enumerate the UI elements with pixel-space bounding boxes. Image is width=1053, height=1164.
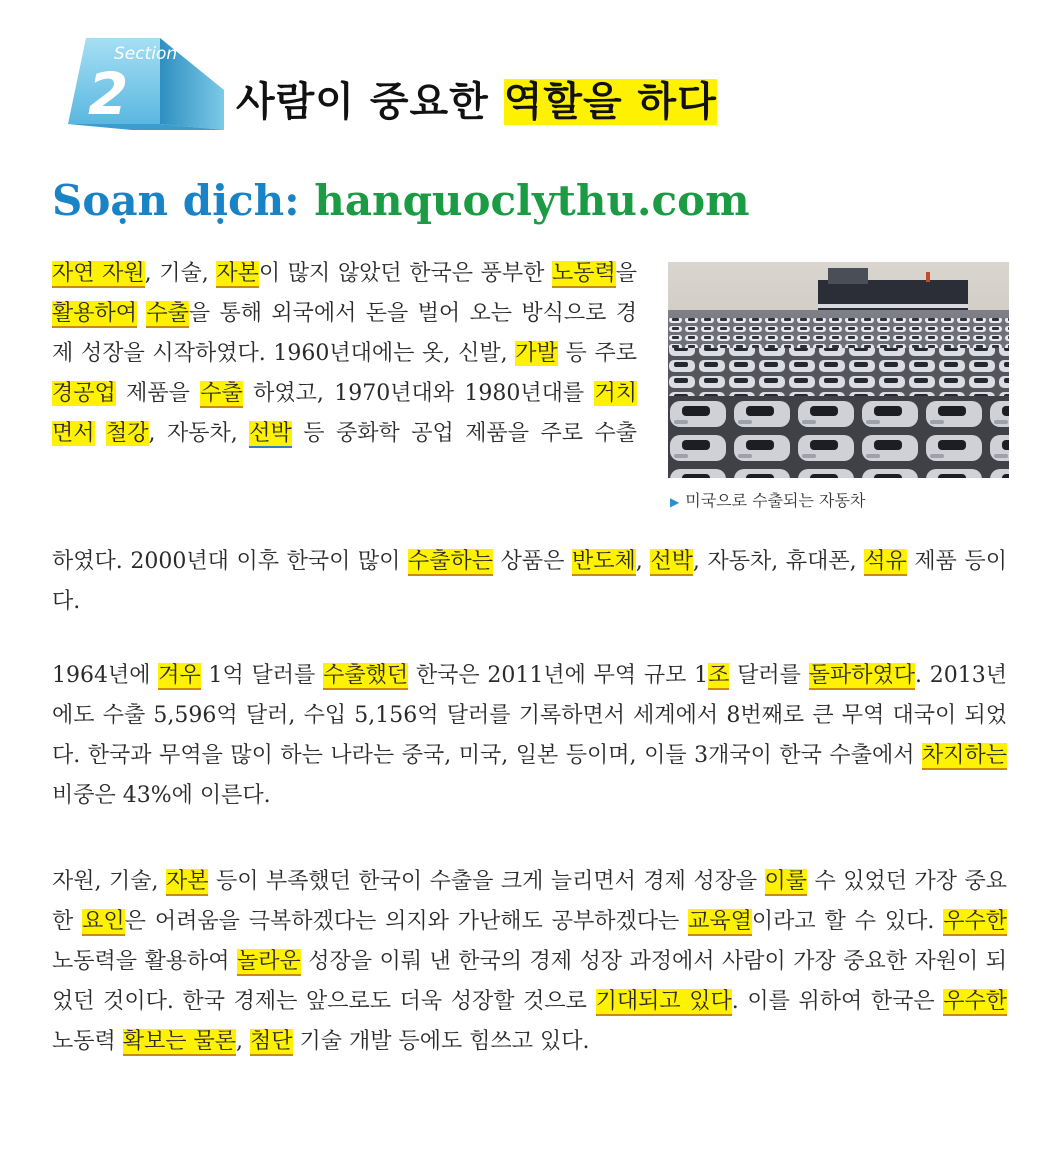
highlight-term: 우수한	[943, 909, 1008, 934]
cars-export-photo	[668, 262, 1009, 478]
highlight-term: 철강	[106, 421, 149, 446]
highlight-term: 겨우	[158, 663, 201, 688]
caption-triangle-icon: ▶	[670, 495, 680, 509]
highlight-term: 이룰	[764, 869, 808, 894]
paragraph-2: 1964년에 겨우 1억 달러를 수출했던 한국은 2011년에 무역 규모 1조 달러를 돌파하였다. 2013년에도 수출 5,596억 달러, 수입 5,156억 달러를 기록하면서 세계에서 8번째로 큰 무역 대국이 되었다. 한국과 무역을 많이 하는 나라는 중국, 미국, 일본 등이며, 이들 3개국이 한국 수출에서 차지하는 비중은 43%에 이른다.	[52, 663, 1007, 808]
highlight-term: 자연 자원	[52, 261, 145, 286]
highlight-term: 선박	[249, 421, 292, 446]
highlight-term: 차지하는	[921, 743, 1007, 768]
highlight-term: 가발	[515, 341, 558, 366]
section-badge	[62, 30, 230, 134]
section-label: Section	[114, 44, 178, 64]
highlight-term: 반도체	[572, 549, 636, 574]
highlight-term: 놀라운	[237, 949, 301, 974]
translator-credit	[52, 176, 750, 225]
highlight-term: 선박	[650, 549, 693, 574]
highlight-term: 수출	[146, 301, 189, 326]
highlight-term: 조	[708, 663, 730, 688]
section-number: 2	[88, 60, 129, 128]
highlight-term: 노동력	[551, 261, 616, 286]
highlight-term: 확보는 물론	[122, 1029, 237, 1054]
highlight-term: 거치면서	[52, 381, 637, 446]
highlight-term: 기대되고 있다	[595, 989, 732, 1014]
page-title: 사람이 중요한 역할을 하다	[236, 79, 717, 125]
highlight-term: 자본	[216, 261, 259, 286]
highlight-term: 수출	[200, 381, 243, 406]
highlight-term: 교육열	[688, 909, 752, 934]
highlight-term: 자본	[165, 869, 209, 894]
highlight-term: 경공업	[52, 381, 116, 406]
credit-label: Soạn dịch:	[52, 176, 300, 225]
highlight-term: 수출했던	[323, 663, 409, 688]
highlight-term: 활용하여	[52, 301, 138, 326]
highlight-term: 석유	[864, 549, 907, 574]
highlight-term: 요인	[82, 909, 125, 934]
credit-site: hanquoclythu.com	[314, 176, 750, 225]
highlight-term: 돌파하였다	[808, 663, 915, 688]
highlight-term: 첨단	[250, 1029, 293, 1054]
title-highlight: 역할을 하다	[503, 79, 717, 125]
paragraph-1-top: 자연 자원, 기술, 자본이 많지 않았던 한국은 풍부한 노동력을 활용하여 수출을 통해 외국에서 돈을 벌어 오는 방식으로 경제 성장을 시작하였다. 1960년대에는 옷, 신발, 가발 등 주로 경공업 제품을 수출 하였고, 1970년대와 1980년대를 거치면서 철강, 자동차, 선박 등 중화학 공업 제품을 주로 수출	[52, 261, 637, 446]
highlight-term: 우수한	[943, 989, 1007, 1014]
highlight-term: 수출하는	[408, 549, 494, 574]
paragraph-1-bottom: 하였다. 2000년대 이후 한국이 많이 수출하는 상품은 반도체, 선박, 자동차, 휴대폰, 석유 제품 등이다.	[52, 549, 1007, 614]
photo-caption: ▶ 미국으로 수출되는 자동차	[670, 491, 866, 510]
paragraph-3: 자원, 기술, 자본 등이 부족했던 한국이 수출을 크게 늘리면서 경제 성장을 이룰 수 있었던 가장 중요한 요인은 어려움을 극복하겠다는 의지와 가난해도 공부하겠다는 교육열이라고 할 수 있다. 우수한 노동력을 활용하여 놀라운 성장을 이뤄 낸 한국의 경제 성장 과정에서 사람이 가장 중요한 자원이 되었던 것이다. 한국 경제는 앞으로도 더욱 성장할 것으로 기대되고 있다. 이를 위하여 한국은 우수한 노동력 확보는 물론, 첨단 기술 개발 등에도 힘쓰고 있다.	[52, 869, 1008, 1054]
